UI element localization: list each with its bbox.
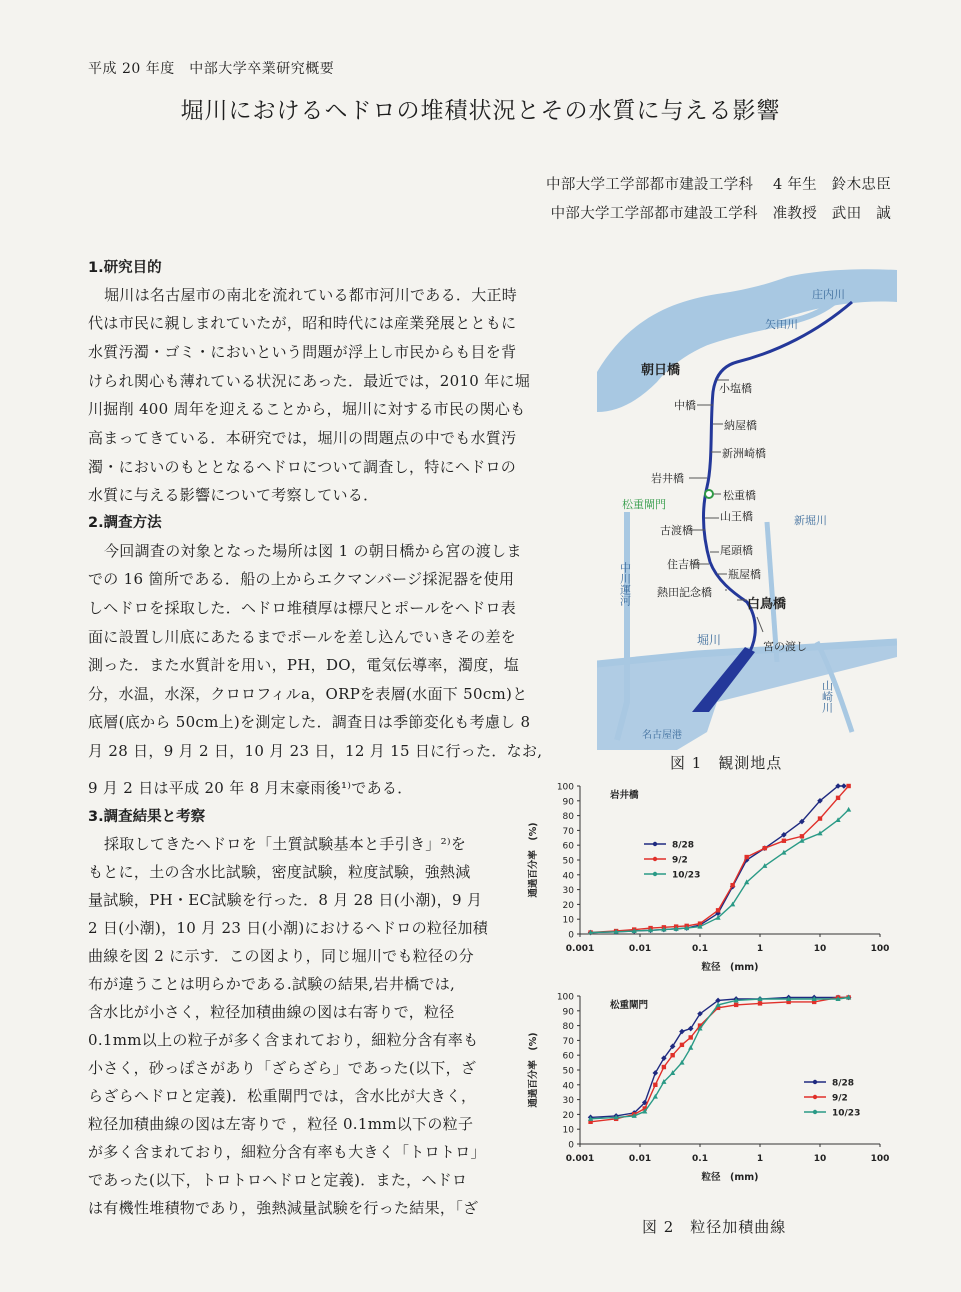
y-tick-label: 30	[562, 886, 574, 897]
figure-caption: 図 1 観測地点	[670, 754, 783, 772]
x-tick-label: 0.001	[565, 1154, 595, 1164]
data-point	[680, 1043, 684, 1047]
y-tick-label: 10	[562, 1125, 574, 1136]
chart-title: 岩井橋	[610, 790, 639, 801]
x-tick-label: 0.1	[692, 1154, 708, 1164]
body-line: 0.1mm以上の粒子が多く含まれており，細粒分含有率も	[88, 1031, 479, 1049]
legend-marker	[653, 857, 657, 861]
x-tick-label: 0.01	[628, 944, 652, 954]
data-point	[653, 1083, 657, 1087]
data-point	[653, 1070, 659, 1076]
x-axis-label: 粒径 (mm)	[701, 962, 759, 973]
y-tick-label: 30	[562, 1096, 574, 1107]
data-point	[734, 1003, 738, 1007]
matsushige-gate-marker	[705, 490, 713, 498]
author-line: 中部大学工学部都市建設工学科 准教授 武田 誠	[550, 206, 891, 222]
body-line: 月 28 日，9 月 2 日，10 月 23 日，12 月 15 日に行った．なお,	[88, 742, 543, 760]
x-tick-label: 0.001	[565, 944, 595, 954]
x-axis-label: 粒径 (mm)	[701, 1172, 759, 1183]
body-line: であった(以下，トロトロヘドロと定義)．また，ヘドロ	[88, 1171, 468, 1189]
data-point	[670, 1053, 674, 1057]
y-tick-label: 70	[562, 1036, 574, 1047]
body-line: 粒径加積曲線の図は左寄りで ，粒径 0.1mm以下の粒子	[88, 1115, 474, 1133]
body-line: 測った．また水質計を用い，PH，DO，電気伝導率，濁度，塩	[88, 656, 520, 674]
body-line: 分，水温，水深，クロロフィルa，ORPを表層(水面下 50cm)と	[88, 685, 528, 703]
body-line: 曲線を図 2 に示す．この図より，同じ堀川でも粒径の分	[88, 947, 474, 965]
y-tick-label: 0	[568, 1140, 574, 1151]
y-tick-label: 40	[562, 871, 574, 882]
station-label: 山王橋	[720, 510, 753, 523]
y-axis-label: 通過百分率 (%)	[528, 1032, 539, 1108]
y-tick-label: 20	[562, 900, 574, 911]
station-label: 岩井橋	[651, 472, 684, 485]
chart-matsushige-gate	[520, 988, 900, 1198]
river-label: 矢田川	[765, 318, 798, 331]
y-axis-label: 通過百分率 (%)	[528, 822, 539, 898]
x-tick-label: 0.01	[628, 1154, 652, 1164]
section-heading: 3.調査結果と考察	[88, 809, 206, 825]
station-label: 宮の渡し	[763, 640, 807, 653]
body-line: 代は市民に親しまれていたが，昭和時代には産業発展とともに	[88, 314, 517, 332]
river-label: 中川運河	[618, 562, 632, 606]
y-tick-label: 40	[562, 1081, 574, 1092]
section-heading: 1.研究目的	[88, 260, 162, 276]
data-point	[841, 783, 847, 789]
figure-caption: 図 2 粒径加積曲線	[642, 1218, 787, 1236]
chart-title: 松重閘門	[610, 1000, 649, 1011]
y-tick-label: 100	[556, 782, 574, 793]
station-label: 古渡橋	[660, 524, 693, 537]
body-line: もとに，土の含水比試験，密度試験，粒度試験，強熱減	[88, 863, 471, 881]
body-line: 9 月 2 日は平成 20 年 8 月末豪雨後¹⁾である．	[88, 779, 413, 797]
body-line: 小さく，砂っぽさがあり「ざらざら」であった(以下，ざ	[88, 1059, 477, 1077]
y-tick-label: 70	[562, 826, 574, 837]
legend-marker	[813, 1080, 817, 1084]
data-point	[758, 1001, 762, 1005]
observation-map	[597, 262, 897, 750]
data-point	[744, 855, 748, 859]
data-point	[763, 846, 767, 850]
body-line: けられ関心も薄れている状況にあった．最近では，2010 年に堀	[88, 372, 531, 390]
body-line: は有機性堆積物であり，強熱減量試験を行った結果，「ざ	[88, 1199, 479, 1217]
x-tick-label: 1	[756, 1154, 764, 1164]
river-label: 庄内川	[812, 288, 845, 301]
legend-label: 9/2	[832, 1093, 848, 1104]
river-label: 山崎川	[820, 680, 834, 713]
data-point	[662, 1065, 666, 1069]
x-tick-label: 0.1	[692, 944, 708, 954]
station-label: 小塩橋	[719, 382, 752, 395]
data-point	[800, 834, 804, 838]
y-tick-label: 80	[562, 812, 574, 823]
y-tick-label: 60	[562, 841, 574, 852]
station-label: 中橋	[674, 399, 696, 412]
y-tick-label: 90	[562, 797, 574, 808]
body-line: しヘドロを採取した．ヘドロ堆積厚は標尺とポールをヘドロ表	[88, 599, 517, 617]
y-tick-label: 60	[562, 1051, 574, 1062]
station-label: 住吉橋	[667, 558, 700, 571]
y-tick-label: 100	[556, 992, 574, 1003]
data-point	[689, 1035, 693, 1039]
body-line: 水質に与える影響について考察している．	[88, 486, 379, 504]
river-label: 名古屋港	[642, 730, 682, 741]
body-line: 川掘削 400 周年を迎えることから，堀川に対する市民の関心も	[88, 400, 526, 418]
legend-label: 10/23	[672, 870, 701, 881]
body-line: 堀川は名古屋市の南北を流れている都市河川である．大正時	[104, 286, 518, 304]
legend-label: 8/28	[832, 1078, 855, 1089]
river-label: 堀川	[697, 633, 722, 647]
data-point	[782, 839, 786, 843]
river-label: 新堀川	[794, 514, 827, 527]
chart-svg	[520, 988, 900, 1198]
body-line: 底層(底から 50cm上)を測定した．調査日は季節変化も考慮し 8	[88, 713, 531, 731]
y-tick-label: 50	[562, 856, 574, 867]
body-line: 採取してきたヘドロを「土質試験基本と手引き」²⁾を	[104, 835, 467, 853]
author-line: 中部大学工学部都市建設工学科 4 年生 鈴木忠臣	[546, 177, 891, 193]
data-point	[688, 1045, 693, 1050]
body-line: 濁・においのもととなるヘドロについて調査し，特にヘドロの	[88, 458, 517, 476]
y-tick-label: 80	[562, 1022, 574, 1033]
series-line	[591, 998, 849, 1122]
y-tick-label: 0	[568, 930, 574, 941]
data-point	[846, 807, 851, 812]
report-header: 平成 20 年度 中部大学卒業研究概要	[88, 61, 335, 77]
body-line: 今回調査の対象となった場所は図 1 の朝日橋から宮の渡しま	[104, 542, 522, 560]
x-tick-label: 10	[813, 1154, 827, 1164]
station-label: 瓶屋橋	[728, 568, 761, 581]
legend-marker	[813, 1110, 817, 1114]
legend-marker	[653, 872, 657, 876]
data-point	[716, 908, 720, 912]
x-tick-label: 1	[756, 944, 764, 954]
chart-svg	[520, 778, 900, 988]
data-point	[846, 784, 850, 788]
paper-title: 堀川におけるヘドロの堆積状況とその水質に与える影響	[180, 98, 781, 124]
x-tick-label: 100	[870, 1154, 890, 1164]
y-tick-label: 10	[562, 915, 574, 926]
y-tick-label: 20	[562, 1110, 574, 1121]
body-line: での 16 箇所である．船の上からエクマンバージ採泥器を使用	[88, 570, 515, 588]
station-label: 朝日橋	[641, 363, 681, 378]
station-label: 尾頭橋	[720, 544, 753, 557]
section-heading: 2.調査方法	[88, 515, 162, 531]
station-label: 熱田記念橋	[657, 586, 712, 599]
station-label: 白鳥橋	[747, 597, 787, 612]
body-line: 布が違うことは明らかである.試験の結果,岩井橋では,	[88, 975, 456, 993]
y-tick-label: 50	[562, 1066, 574, 1077]
y-tick-label: 90	[562, 1007, 574, 1018]
x-tick-label: 10	[813, 944, 827, 954]
map-svg	[597, 262, 897, 750]
body-line: が多く含まれており，細粒分含有率も大きく「トロトロ」	[88, 1143, 486, 1161]
body-line: 量試験，PH・EC試験を行った．8 月 28 日(小潮)，9 月	[88, 891, 483, 909]
x-tick-label: 100	[870, 944, 890, 954]
data-point	[818, 816, 822, 820]
legend-marker	[653, 842, 657, 846]
series-line	[591, 998, 849, 1119]
station-label: 新洲崎橋	[722, 447, 766, 460]
station-label: 松重橋	[723, 489, 756, 502]
body-line: 2 日(小潮)，10 月 23 日(小潮)におけるヘドロの粒径加積	[88, 919, 489, 937]
data-point	[836, 796, 840, 800]
body-line: 高まってきている．本研究では，堀川の問題点の中でも水質汚	[88, 429, 517, 447]
station-label: 納屋橋	[724, 419, 757, 432]
data-point	[730, 883, 734, 887]
legend-marker	[813, 1095, 817, 1099]
series-line	[591, 998, 849, 1118]
legend-label: 9/2	[672, 855, 688, 866]
legend-label: 10/23	[832, 1108, 861, 1119]
body-line: 面に設置し川底にあたるまでポールを差し込んでいきその差を	[88, 628, 517, 646]
body-line: 水質汚濁・ゴミ・においという問題が浮上し市民からも目を背	[88, 343, 517, 361]
legend-label: 8/28	[672, 840, 695, 851]
gate-label: 松重閘門	[622, 498, 666, 511]
body-line: らざらヘドロと定義)．松重閘門では，含水比が大きく，	[88, 1087, 477, 1105]
body-line: 含水比が小さく，粒径加積曲線の図は右寄りで，粒径	[88, 1003, 455, 1021]
chart-iwai-bridge	[520, 778, 900, 988]
